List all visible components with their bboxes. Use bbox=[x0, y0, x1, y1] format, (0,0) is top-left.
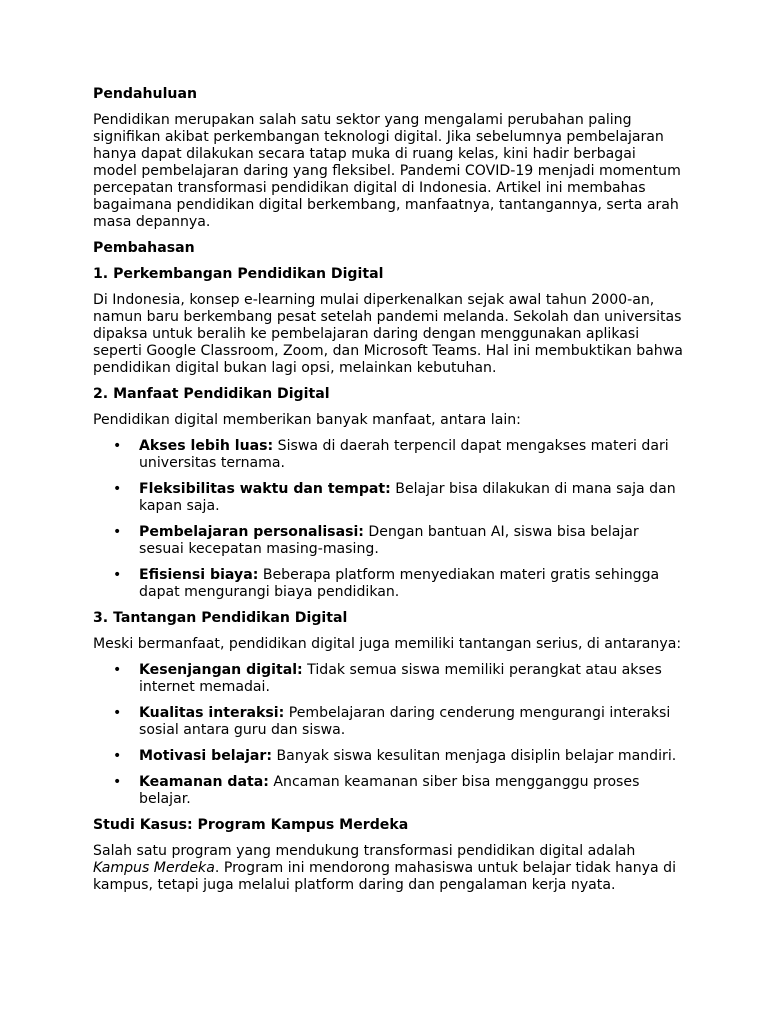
challenges-list bbox=[93, 662, 683, 808]
case-study-paragraph bbox=[93, 843, 683, 894]
case-study-heading: Studi Kasus: Program Kampus Merdeka bbox=[93, 817, 409, 833]
bullet-icon: • bbox=[113, 438, 122, 454]
bullet-icon: • bbox=[113, 481, 122, 497]
list-item bbox=[93, 662, 683, 696]
list-item-description: Banyak siswa kesulitan menjaga disiplin belajar mandiri. bbox=[272, 748, 677, 764]
bullet-icon: • bbox=[113, 705, 122, 721]
list-item-term: Keamanan data: bbox=[139, 774, 269, 790]
list-item-term: Efisiensi biaya: bbox=[139, 567, 259, 583]
bullet-icon: • bbox=[113, 567, 122, 583]
list-item-term: Kualitas interaksi: bbox=[139, 705, 285, 721]
list-item-term: Pembelajaran personalisasi: bbox=[139, 524, 364, 540]
section-2-heading: 2. Manfaat Pendidikan Digital bbox=[93, 386, 330, 402]
bullet-icon: • bbox=[113, 748, 122, 764]
list-item-description: Pembelajaran daring cenderung mengurangi interaksi sosial antara guru dan siswa. bbox=[139, 705, 671, 738]
section-2-intro: Pendidikan digital memberikan banyak manfaat, antara lain: bbox=[93, 412, 521, 428]
list-item-description: Dengan bantuan AI, siswa bisa belajar sesuai kecepatan masing-masing. bbox=[139, 524, 639, 557]
list-item-term: Kesenjangan digital: bbox=[139, 662, 303, 678]
list-item-term: Akses lebih luas: bbox=[139, 438, 274, 454]
list-item-description: Beberapa platform menyediakan materi gratis sehingga dapat mengurangi biaya pendidikan. bbox=[139, 567, 660, 600]
document-body bbox=[93, 86, 683, 903]
section-1-paragraph: Di Indonesia, konsep e-learning mulai diperkenalkan sejak awal tahun 2000-an, namun baru berkembang pesat setelah pandemi melanda. Sekolah dan universitas dipaksa untuk beralih ke pembelajaran daring dengan menggunakan aplikasi seperti Google Classroom, Zoom, dan Microsoft Teams. Hal ini membuktikan bahwa pendidikan digital bukan lagi opsi, melainkan kebutuhan. bbox=[93, 292, 683, 376]
case-study-text-before: Salah satu program yang mendukung transformasi pendidikan digital adalah bbox=[93, 843, 636, 859]
bullet-icon: • bbox=[113, 524, 122, 540]
list-item bbox=[93, 524, 683, 558]
intro-paragraph: Pendidikan merupakan salah satu sektor yang mengalami perubahan paling signifikan akibat perkembangan teknologi digital. Jika sebelumnya pembelajaran hanya dapat dilakukan secara tatap muka di ruang kelas, kini hadir berbagai model pembelajaran daring yang fleksibel. Pandemi COVID-19 menjadi momentum percepatan transformasi pendidikan digital di Indonesia. Artikel ini membahas bagaimana pendidikan digital berkembang, manfaatnya, tantangannya, serta arah masa depannya. bbox=[93, 112, 681, 230]
list-item bbox=[93, 705, 683, 739]
section-3-heading: 3. Tantangan Pendidikan Digital bbox=[93, 610, 348, 626]
list-item-description: Tidak semua siswa memiliki perangkat atau akses internet memadai. bbox=[139, 662, 662, 695]
list-item-term: Motivasi belajar: bbox=[139, 748, 273, 764]
list-item bbox=[93, 567, 683, 601]
benefits-list bbox=[93, 438, 683, 601]
list-item bbox=[93, 481, 683, 515]
list-item bbox=[93, 774, 683, 808]
section-3-intro: Meski bermanfaat, pendidikan digital juga memiliki tantangan serius, di antaranya: bbox=[93, 636, 682, 652]
list-item-description: Belajar bisa dilakukan di mana saja dan kapan saja. bbox=[139, 481, 676, 514]
section-1-heading: 1. Perkembangan Pendidikan Digital bbox=[93, 266, 384, 282]
case-study-emphasis: Kampus Merdeka bbox=[93, 860, 215, 876]
list-item-term: Fleksibilitas waktu dan tempat: bbox=[139, 481, 391, 497]
case-study-text-after: . Program ini mendorong mahasiswa untuk belajar tidak hanya di kampus, tetapi juga melalui platform daring dan pengalaman kerja nyata. bbox=[93, 860, 677, 893]
discussion-heading: Pembahasan bbox=[93, 240, 195, 256]
list-item-description: Siswa di daerah terpencil dapat mengakses materi dari universitas ternama. bbox=[139, 438, 669, 471]
list-item bbox=[93, 748, 683, 765]
bullet-icon: • bbox=[113, 662, 122, 678]
list-item bbox=[93, 438, 683, 472]
bullet-icon: • bbox=[113, 774, 122, 790]
intro-heading: Pendahuluan bbox=[93, 86, 197, 102]
list-item-description: Ancaman keamanan siber bisa mengganggu proses belajar. bbox=[139, 774, 640, 807]
